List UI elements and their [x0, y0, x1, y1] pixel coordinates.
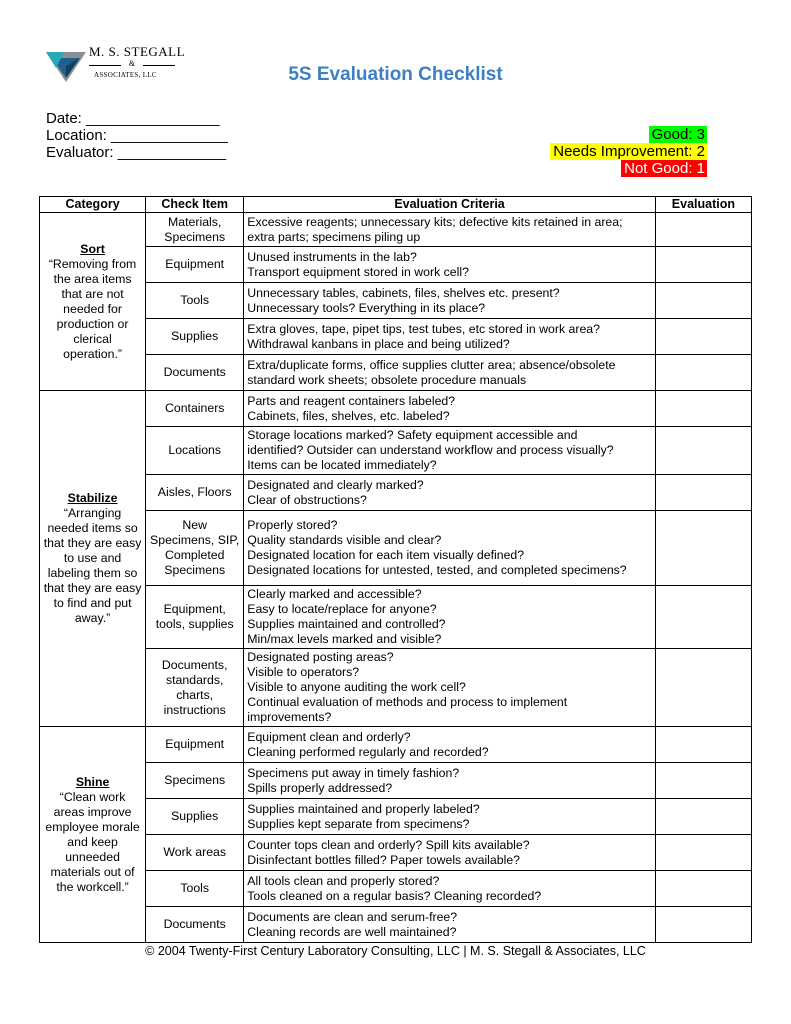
check-item: Locations	[146, 427, 244, 475]
check-item: Work areas	[146, 835, 244, 871]
legend-not-good: Not Good: 1	[621, 160, 707, 177]
criteria-line: Visible to anyone auditing the work cell?	[247, 680, 466, 694]
check-item: Equipment	[146, 727, 244, 763]
criteria-line: Extra gloves, tape, pipet tips, test tubes, etc stored in work area?	[247, 321, 600, 336]
criteria-line: Disinfectant bottles filled? Paper towels available?	[247, 852, 521, 867]
evaluation-cell[interactable]	[655, 835, 751, 871]
category-name: Sort	[80, 241, 105, 256]
evaluation-criteria	[244, 727, 656, 763]
form-fields	[46, 110, 228, 161]
criteria-line: Min/max levels marked and visible?	[247, 632, 442, 646]
criteria-line: Designated posting areas?	[247, 650, 394, 664]
criteria-line: All tools clean and properly stored?	[247, 873, 440, 888]
check-item: New Specimens, SIP, Completed Specimens	[146, 511, 244, 586]
evaluation-criteria	[244, 835, 656, 871]
category-shine	[40, 727, 146, 943]
table-row	[40, 319, 752, 355]
check-item: Specimens	[146, 763, 244, 799]
evaluation-criteria	[244, 649, 656, 727]
evaluation-criteria	[244, 475, 656, 511]
evaluation-cell[interactable]	[655, 649, 751, 727]
table-row	[40, 907, 752, 943]
table-row	[40, 391, 752, 427]
criteria-line: Extra/duplicate forms, office supplies clutter area; absence/obsolete	[247, 357, 616, 372]
criteria-line: Designated and clearly marked?	[247, 477, 424, 492]
criteria-line: Counter tops clean and orderly? Spill kits available?	[247, 837, 530, 852]
evaluation-cell[interactable]	[655, 586, 751, 649]
table-row	[40, 871, 752, 907]
criteria-line: Withdrawal kanbans in place and being utilized?	[247, 336, 510, 351]
criteria-line: Unnecessary tables, cabinets, files, shelves etc. present?	[247, 285, 560, 300]
check-item: Documents	[146, 907, 244, 943]
evaluator-field[interactable]: Evaluator: _____________	[46, 144, 227, 161]
criteria-line: Continual evaluation of methods and process to implement	[247, 695, 568, 709]
evaluation-criteria	[244, 283, 656, 319]
category-name: Shine	[75, 774, 110, 789]
evaluation-cell[interactable]	[655, 511, 751, 586]
evaluation-cell[interactable]	[655, 247, 751, 283]
criteria-line: Transport equipment stored in work cell?	[247, 264, 469, 279]
logo-ampersand: &	[89, 59, 175, 68]
check-item: Tools	[146, 871, 244, 907]
category-stabilize	[40, 391, 146, 727]
criteria-line: Supplies maintained and controlled?	[247, 617, 446, 631]
table-row	[40, 835, 752, 871]
check-item: Tools	[146, 283, 244, 319]
table-row	[40, 355, 752, 391]
criteria-line: Spills properly addressed?	[247, 780, 393, 795]
criteria-line: extra parts; specimens piling up	[247, 229, 421, 244]
table-row	[40, 283, 752, 319]
criteria-line: Supplies kept separate from specimens?	[247, 816, 470, 831]
evaluation-cell[interactable]	[655, 763, 751, 799]
category-name: Stabilize	[67, 491, 118, 505]
evaluation-criteria	[244, 391, 656, 427]
evaluation-cell[interactable]	[655, 727, 751, 763]
criteria-line: Visible to operators?	[247, 665, 360, 679]
criteria-line: Properly stored?	[247, 518, 338, 532]
page-title: 5S Evaluation Checklist	[288, 64, 503, 85]
header-category: Category	[40, 197, 146, 213]
check-item: Supplies	[146, 319, 244, 355]
rating-legend	[550, 126, 707, 177]
evaluation-criteria	[244, 907, 656, 943]
checklist-table	[39, 196, 752, 943]
legend-needs-improvement: Needs Improvement: 2	[550, 143, 707, 160]
category-description: “Clean work areas improve employee morale and keep unneeded materials out of the workcell.”	[45, 789, 140, 894]
criteria-line: Specimens put away in timely fashion?	[247, 765, 460, 780]
header-evaluation: Evaluation	[655, 197, 751, 213]
evaluation-cell[interactable]	[655, 319, 751, 355]
criteria-line: standard work sheets; obsolete procedure manuals	[247, 372, 527, 387]
evaluation-cell[interactable]	[655, 213, 751, 247]
evaluation-criteria	[244, 355, 656, 391]
criteria-line: Clear of obstructions?	[247, 492, 367, 507]
criteria-line: Cabinets, files, shelves, etc. labeled?	[247, 408, 450, 423]
logo-name: M. S. STEGALL	[89, 44, 186, 59]
table-row	[40, 511, 752, 586]
check-item: Equipment, tools, supplies	[146, 586, 244, 649]
criteria-line: Designated locations for untested, tested, and completed specimens?	[247, 563, 627, 577]
criteria-line: Clearly marked and accessible?	[247, 587, 422, 601]
table-row	[40, 247, 752, 283]
header-check-item: Check Item	[146, 197, 244, 213]
location-field[interactable]: Location: ______________	[46, 127, 228, 144]
criteria-line: identified? Outsider can understand workflow and process visually?	[247, 443, 614, 457]
category-description: “Arranging needed items so that they are easy to use and labeling them so that they are easy to find and put away.”	[43, 506, 142, 625]
check-item: Documents, standards, charts, instructions	[146, 649, 244, 727]
evaluation-criteria	[244, 586, 656, 649]
table-row	[40, 213, 752, 247]
evaluation-criteria	[244, 763, 656, 799]
evaluation-cell[interactable]	[655, 355, 751, 391]
table-row	[40, 727, 752, 763]
criteria-line: Equipment clean and orderly?	[247, 729, 411, 744]
footer-copyright: © 2004 Twenty-First Century Laboratory Consulting, LLC | M. S. Stegall & Associates, LLC	[145, 944, 646, 958]
category-sort	[40, 213, 146, 391]
criteria-line: Cleaning performed regularly and recorded?	[247, 744, 489, 759]
criteria-line: Parts and reagent containers labeled?	[247, 393, 456, 408]
evaluation-cell[interactable]	[655, 427, 751, 475]
criteria-line: Excessive reagents; unnecessary kits; defective kits retained in area;	[247, 214, 623, 229]
evaluation-cell[interactable]	[655, 283, 751, 319]
check-item: Documents	[146, 355, 244, 391]
logo-associates: ASSOCIATES, LLC	[94, 71, 157, 79]
legend-good: Good: 3	[649, 126, 707, 143]
evaluation-criteria	[244, 319, 656, 355]
evaluation-criteria	[244, 427, 656, 475]
table-row	[40, 586, 752, 649]
criteria-line: Documents are clean and serum-free?	[247, 909, 458, 924]
check-item: Materials, Specimens	[146, 213, 244, 247]
header-evaluation-criteria: Evaluation Criteria	[244, 197, 656, 213]
table-header-row	[40, 197, 752, 213]
criteria-line: Designated location for each item visually defined?	[247, 548, 525, 562]
table-row	[40, 649, 752, 727]
table-row	[40, 799, 752, 835]
criteria-line: improvements?	[247, 710, 332, 724]
evaluation-cell[interactable]	[655, 871, 751, 907]
evaluation-cell[interactable]	[655, 391, 751, 427]
evaluation-criteria	[244, 799, 656, 835]
category-description: “Removing from the area items that are not needed for production or clerical operation.”	[48, 256, 137, 361]
table-row	[40, 475, 752, 511]
evaluation-criteria	[244, 871, 656, 907]
evaluation-cell[interactable]	[655, 907, 751, 943]
evaluation-criteria	[244, 511, 656, 586]
check-item: Aisles, Floors	[146, 475, 244, 511]
evaluation-cell[interactable]	[655, 799, 751, 835]
check-item: Supplies	[146, 799, 244, 835]
evaluation-criteria	[244, 213, 656, 247]
criteria-line: Easy to locate/replace for anyone?	[247, 602, 437, 616]
date-field[interactable]: Date: ________________	[46, 110, 220, 127]
criteria-line: Tools cleaned on a regular basis? Cleaning recorded?	[247, 888, 542, 903]
evaluation-criteria	[244, 247, 656, 283]
table-row	[40, 763, 752, 799]
table-row	[40, 427, 752, 475]
evaluation-cell[interactable]	[655, 475, 751, 511]
criteria-line: Storage locations marked? Safety equipment accessible and	[247, 428, 578, 442]
criteria-line: Quality standards visible and clear?	[247, 533, 442, 547]
criteria-line: Items can be located immediately?	[247, 458, 437, 472]
criteria-line: Unnecessary tools? Everything in its place?	[247, 300, 486, 315]
check-item: Containers	[146, 391, 244, 427]
check-item: Equipment	[146, 247, 244, 283]
criteria-line: Supplies maintained and properly labeled?	[247, 801, 480, 816]
criteria-line: Cleaning records are well maintained?	[247, 924, 457, 939]
criteria-line: Unused instruments in the lab?	[247, 249, 417, 264]
